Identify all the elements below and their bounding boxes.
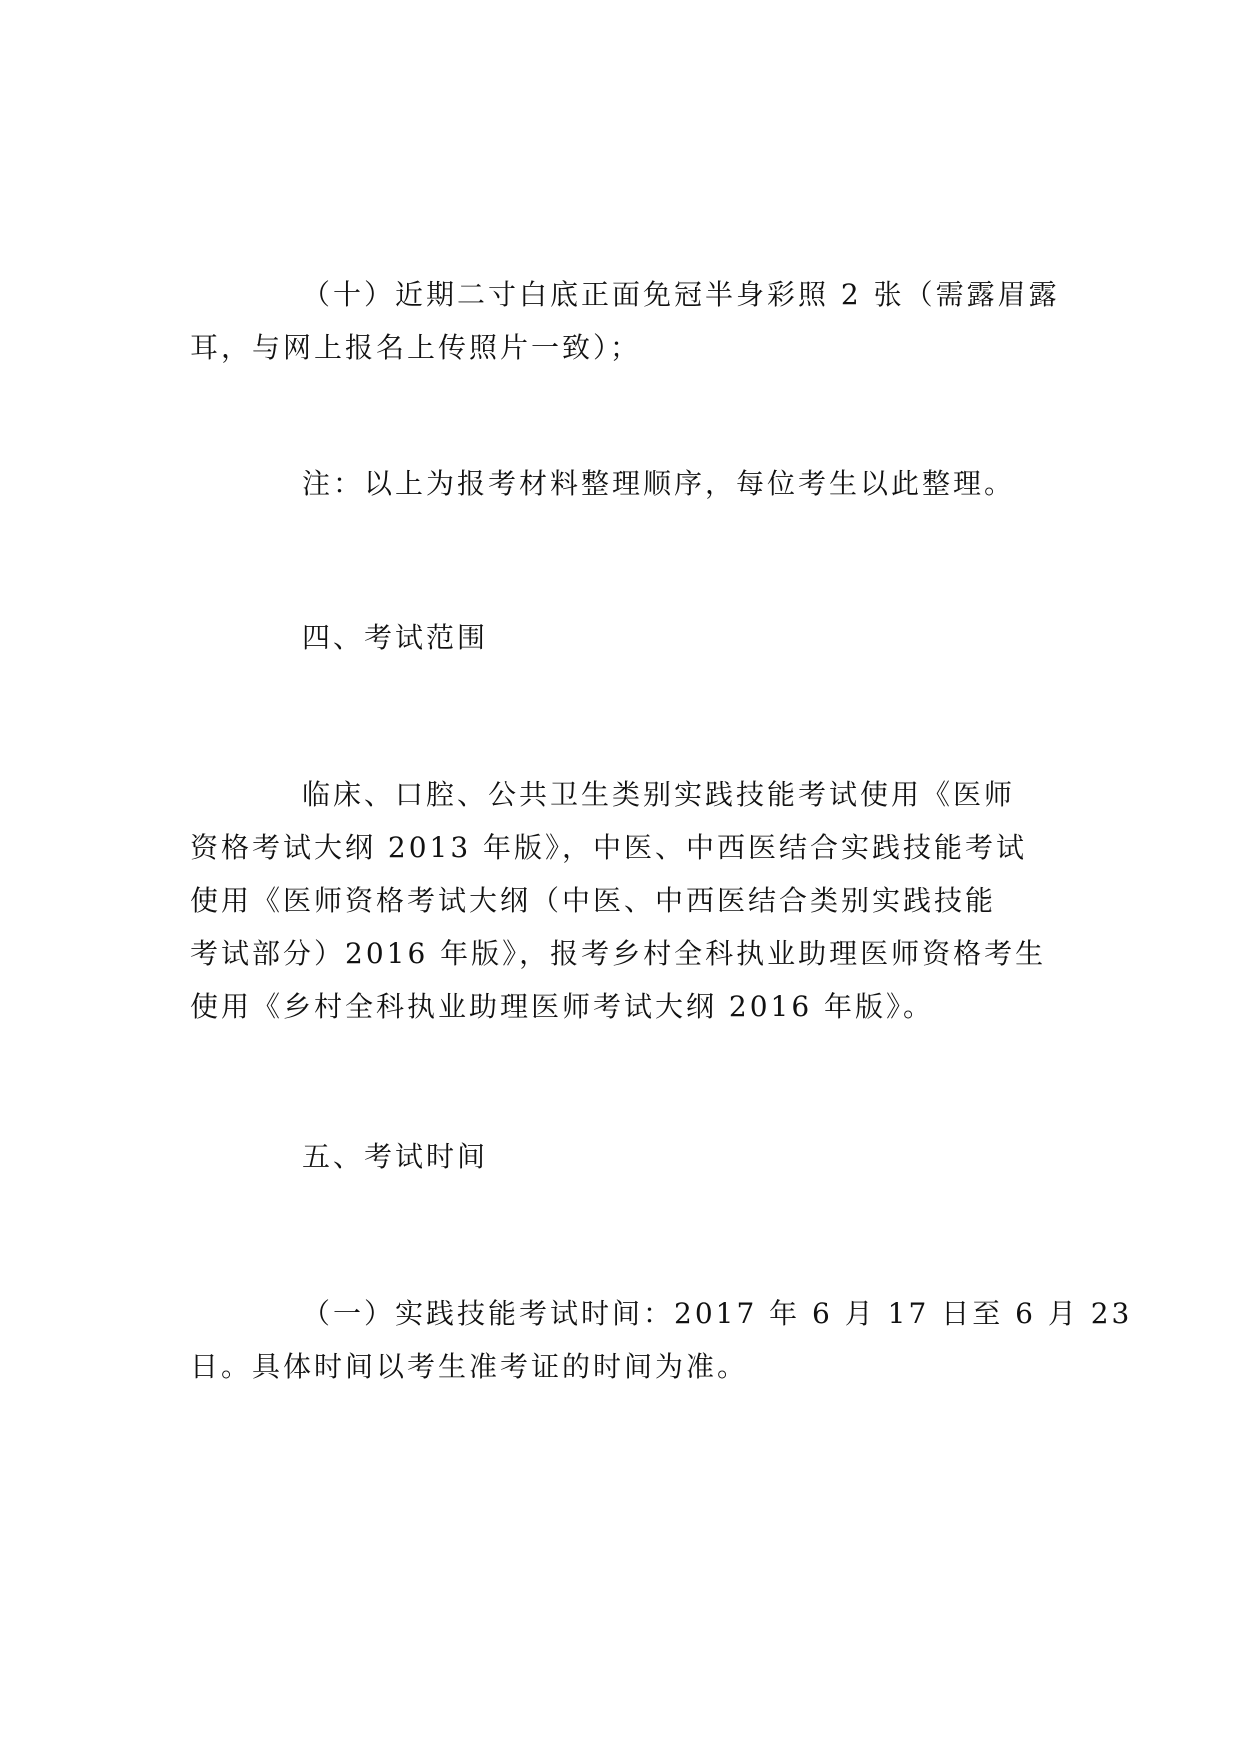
- section-heading-exam-scope: 四、考试范围: [302, 621, 489, 654]
- paragraph-line: （十）近期二寸白底正面免冠半身彩照 2 张（需露眉露: [302, 278, 1060, 311]
- section-heading-exam-time: 五、考试时间: [302, 1140, 489, 1173]
- materials-note: 注：以上为报考材料整理顺序，每位考生以此整理。: [302, 467, 1016, 500]
- paragraph-line: 资格考试大纲 2013 年版》，中医、中西医结合实践技能考试: [190, 831, 1028, 864]
- paragraph-line: 使用《乡村全科执业助理医师考试大纲 2016 年版》。: [190, 990, 935, 1023]
- paragraph-line: （一）实践技能考试时间：2017 年 6 月 17 日至 6 月 23: [302, 1297, 1133, 1330]
- paragraph-line: 日。具体时间以考生准考证的时间为准。: [190, 1350, 749, 1383]
- materials-item-10: [190, 268, 1060, 374]
- exam-time-item-1: [190, 1287, 1133, 1393]
- paragraph-line: 考试部分）2016 年版》，报考乡村全科执业助理医师资格考生: [190, 937, 1047, 970]
- paragraph-line: 使用《医师资格考试大纲（中医、中西医结合类别实践技能: [190, 884, 997, 917]
- paragraph-line: 临床、口腔、公共卫生类别实践技能考试使用《医师: [302, 778, 1016, 811]
- exam-scope-paragraph: [190, 768, 1060, 1033]
- paragraph-line: 耳，与网上报名上传照片一致）；: [190, 331, 642, 364]
